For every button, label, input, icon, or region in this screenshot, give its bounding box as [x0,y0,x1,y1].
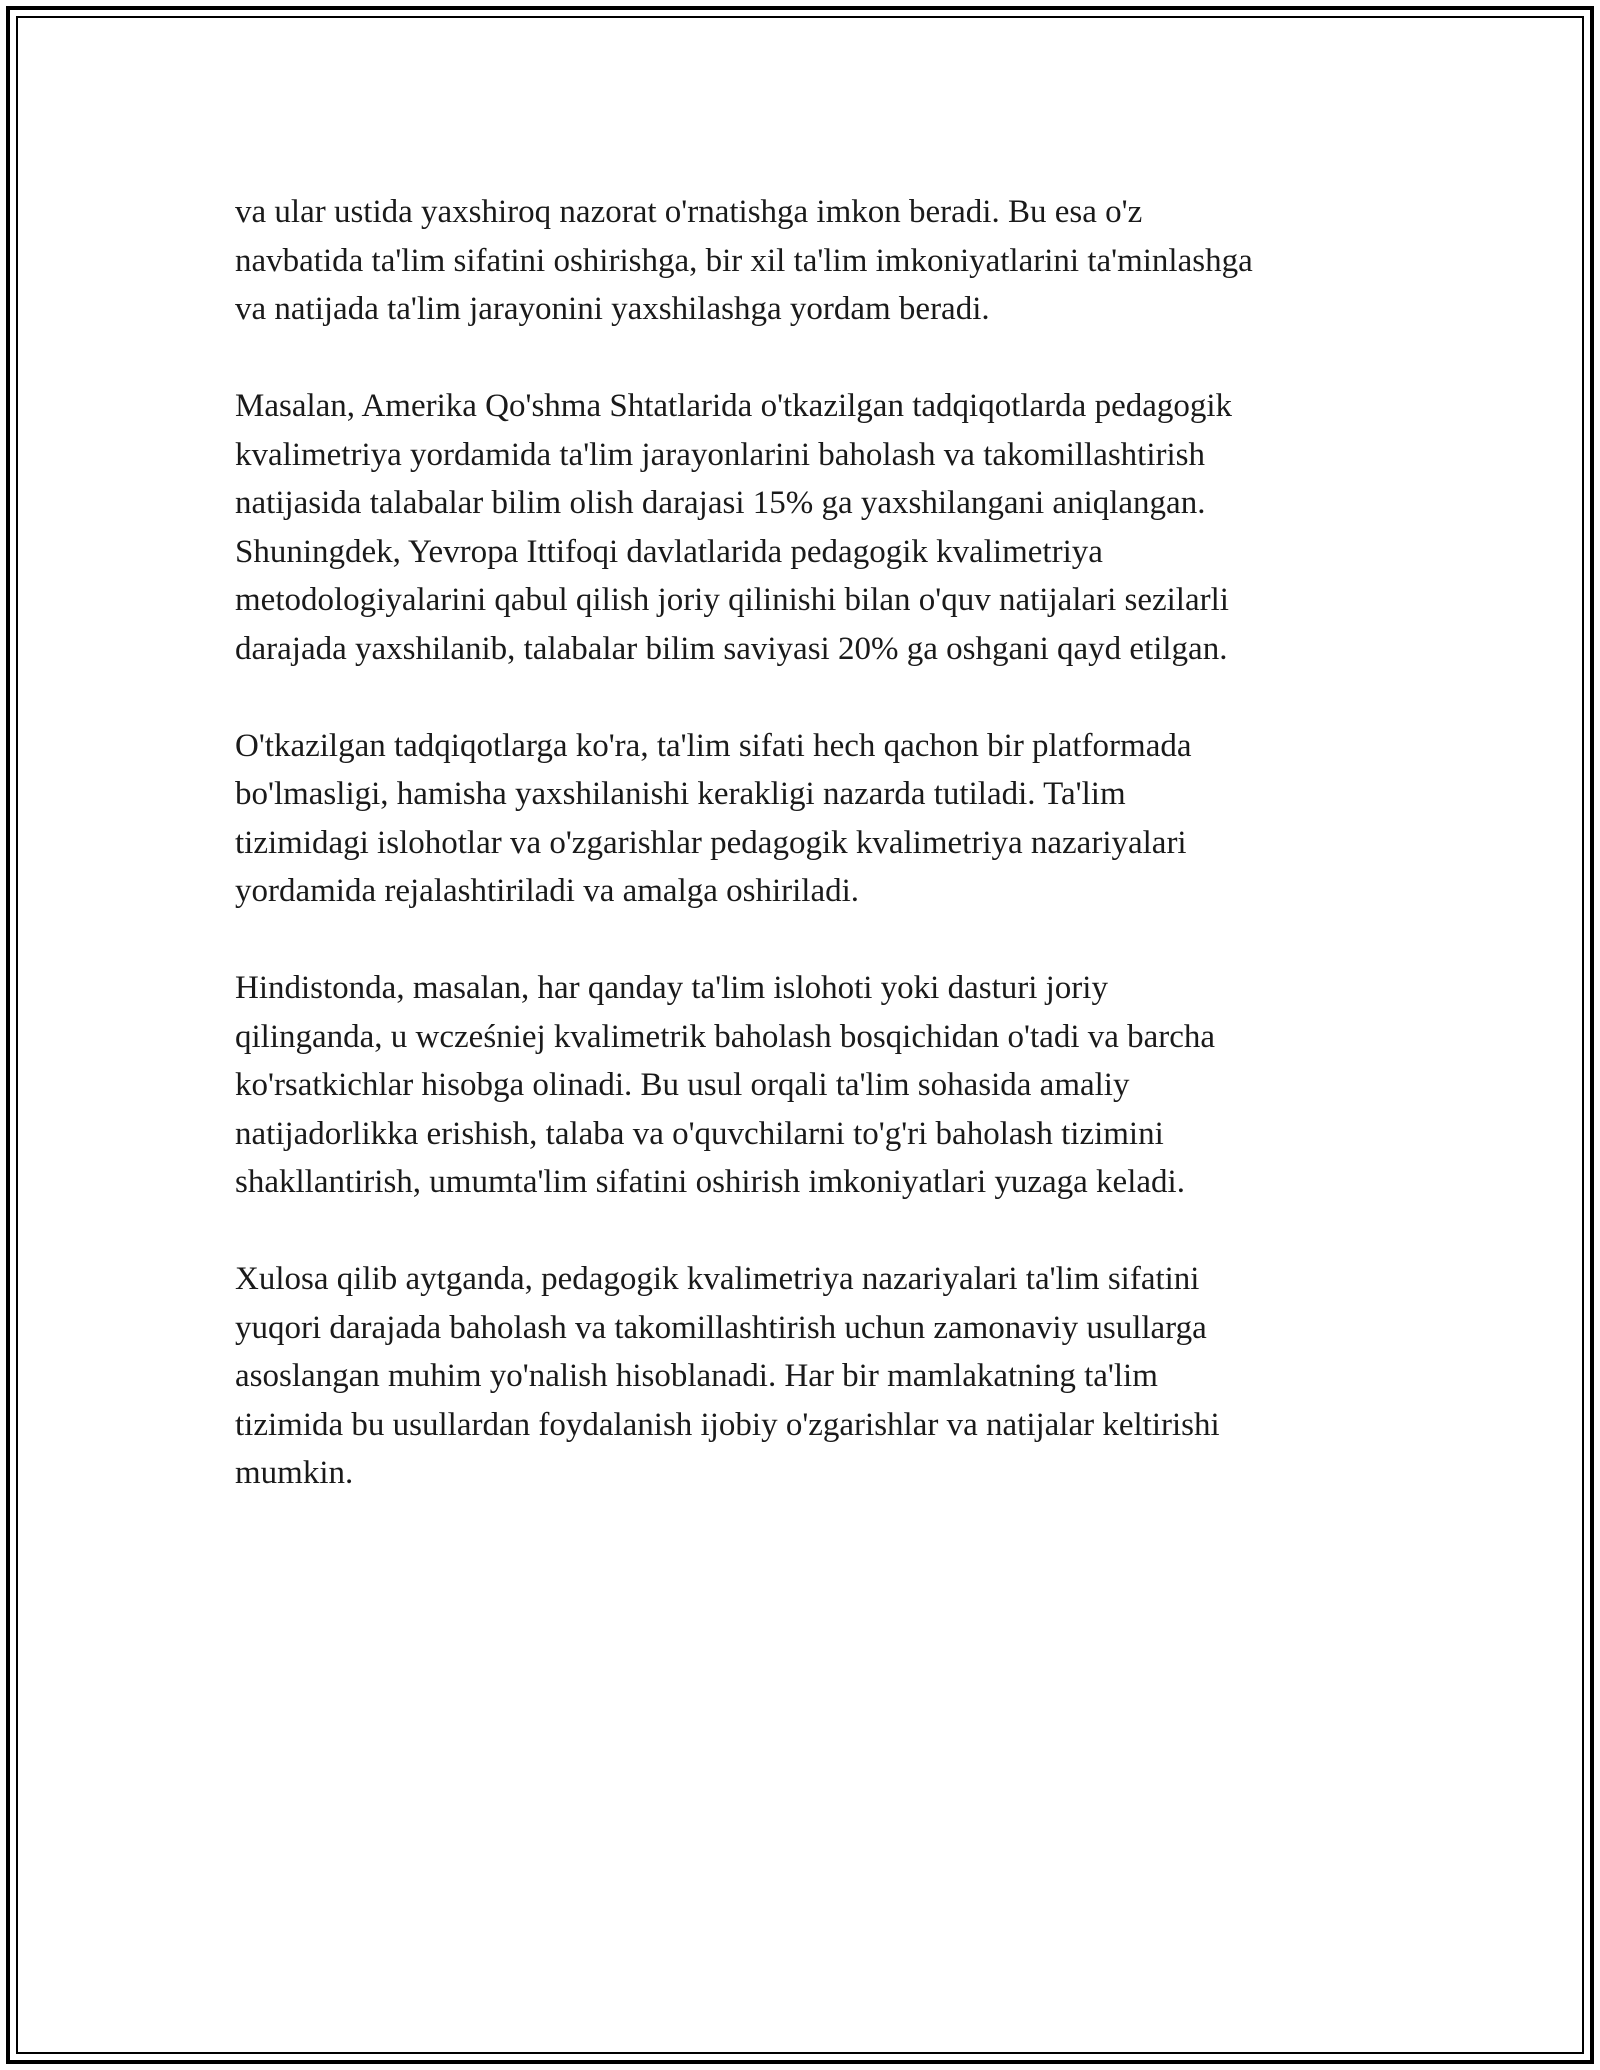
text-line: va ular ustida yaxshiroq nazorat o'rnatishga imkon beradi. Bu esa o'z [235,194,1143,230]
text-line: Hindistonda, masalan, har qanday ta'lim islohoti yoki dasturi joriy [235,970,1108,1006]
text-line: tizimida bu usullardan foydalanish ijobiy o'zgarishlar va natijalar keltirishi [235,1406,1220,1443]
text-line: bo'lmasligi, hamisha yaxshilanishi kerakligi nazarda tutiladi. Ta'lim [235,776,1126,812]
text-line: O'tkazilgan tadqiqotlarga ko'ra, ta'lim sifati hech qachon bir platformada [235,727,1192,764]
paragraph-3 [235,722,1375,916]
text-line: tizimidagi islohotlar va o'zgarishlar pedagogik kvalimetriya nazariyalari [235,824,1187,861]
text-line: kvalimetriya yordamida ta'lim jarayonlarini baholash va takomillashtirish [235,436,1206,473]
text-line: metodologiyalarini qabul qilish joriy qilinishi bilan o'quv natijalari sezilarli [235,582,1229,618]
document-body [235,188,1375,1546]
paragraph-4 [235,964,1375,1207]
text-line: asoslangan muhim yo'nalish hisoblanadi. Har bir mamlakatning ta'lim [235,1358,1158,1394]
text-line: va natijada ta'lim jarayonini yaxshilashga yordam beradi. [235,291,990,327]
paragraph-5 [235,1255,1375,1498]
text-line: navbatida ta'lim sifatini oshirishga, bir xil ta'lim imkoniyatlarini ta'minlashga [235,242,1253,279]
paragraph-2 [235,382,1375,673]
text-line: yuqori darajada baholash va takomillashtirish uchun zamonaviy usullarga [235,1309,1207,1346]
text-line: darajada yaxshilanib, talabalar bilim saviyasi 20% ga oshgani qayd etilgan. [235,630,1228,667]
text-line: Xulosa qilib aytganda, pedagogik kvalimetriya nazariyalari ta'lim sifatini [235,1261,1200,1297]
text-line: yordamida rejalashtiriladi va amalga oshiriladi. [235,873,860,909]
text-line: ko'rsatkichlar hisobga olinadi. Bu usul orqali ta'lim sohasida amaliy [235,1067,1130,1103]
text-line: natijasida talabalar bilim olish darajasi 15% ga yaxshilangani aniqlangan. [235,485,1206,521]
paragraph-1 [235,188,1375,334]
text-line: qilinganda, u wcześniej kvalimetrik baholash bosqichidan o'tadi va barcha [235,1018,1216,1055]
text-line: Shuningdek, Yevropa Ittifoqi davlatlarida pedagogik kvalimetriya [235,533,1103,570]
text-line: mumkin. [235,1455,354,1491]
text-line: Masalan, Amerika Qo'shma Shtatlarida o'tkazilgan tadqiqotlarda pedagogik [235,388,1233,424]
text-line: shakllantirish, umumta'lim sifatini oshirish imkoniyatlari yuzaga keladi. [235,1164,1185,1200]
text-line: natijadorlikka erishish, talaba va o'quvchilarni to'g'ri baholash tizimini [235,1115,1164,1152]
